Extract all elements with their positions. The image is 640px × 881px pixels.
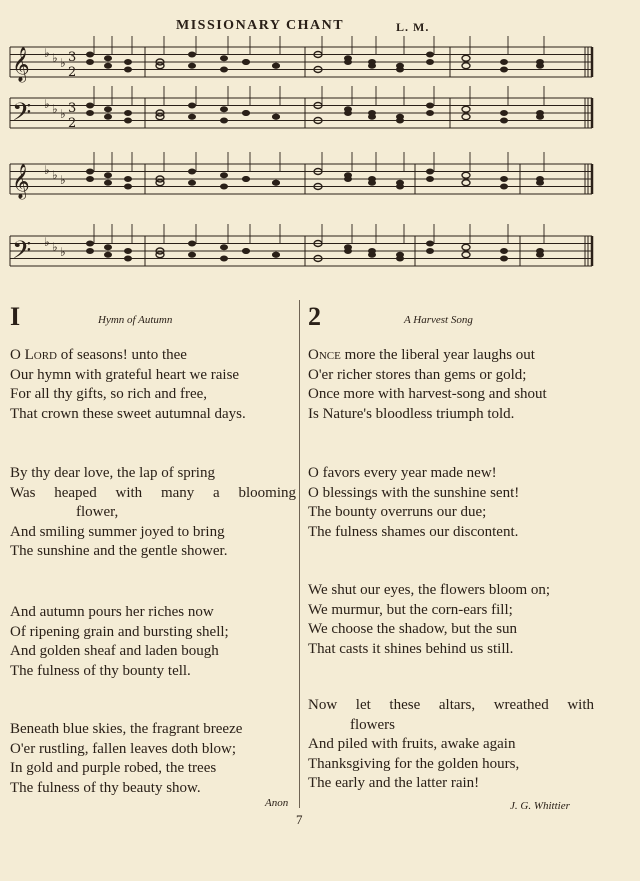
attribution-2: J. G. Whittier: [510, 800, 570, 812]
svg-text:♭: ♭: [52, 240, 58, 254]
stanza: [10, 603, 229, 681]
verse-line: The sunshine and the gentle shower.: [10, 543, 228, 559]
verse-line: O blessings with the sunshine sent!: [308, 484, 520, 501]
meter-label: L. M.: [396, 20, 430, 34]
verse-line: And autumn pours her riches now: [10, 604, 214, 620]
verse-line: O favors every year made new!: [308, 465, 497, 481]
verse-line: And smiling summer joyed to bring: [10, 523, 225, 540]
page-number: 7: [296, 812, 303, 827]
verse-line: Our hymn with grateful heart we raise: [10, 366, 240, 383]
verse-line: Once more the liberal year laughs out: [308, 347, 535, 363]
verse-line: We choose the shadow, but the sun: [308, 621, 518, 637]
column-divider: [299, 300, 300, 808]
hymn-title-1: Hymn of Autumn: [98, 314, 173, 326]
verse-line: Beneath blue skies, the fragrant breeze: [10, 721, 243, 737]
verse-line: O'er richer stores than gems or gold;: [308, 366, 527, 383]
stanza: [10, 720, 242, 798]
hymn-tune-title: MISSIONARY CHANT: [176, 18, 345, 33]
svg-text:♭: ♭: [60, 56, 66, 70]
verse-line: Of ripening grain and bursting shell;: [10, 623, 229, 640]
svg-text:♭: ♭: [44, 97, 50, 111]
verse-line: The early and the latter rain!: [308, 775, 480, 791]
verse-line: O Lord of seasons! unto thee: [10, 347, 187, 363]
verse-line: The fulness shames our discontent.: [308, 523, 519, 540]
svg-text:𝄞: 𝄞: [12, 47, 30, 82]
svg-text:♭: ♭: [60, 245, 66, 259]
hymn-number-1: I: [10, 302, 21, 331]
verse-line: Was heaped with many a blooming: [10, 484, 296, 501]
verse-line: Once more with harvest-song and shout: [308, 386, 547, 402]
verse-line: Thanksgiving for the golden hours,: [308, 755, 520, 772]
stanza: [308, 346, 547, 424]
verse-line: And piled with fruits, awake again: [308, 736, 516, 752]
verse-line: Now let these altars, wreathed with: [308, 697, 594, 713]
verse-line: The fulness of thy beauty show.: [10, 779, 201, 796]
svg-text:𝄢: 𝄢: [12, 98, 32, 133]
stanza: [10, 464, 296, 562]
stanza: [308, 696, 594, 794]
verse-line: That casts it shines behind us still.: [308, 640, 514, 657]
svg-text:3: 3: [68, 101, 77, 116]
verse-line: For all thy gifts, so rich and free,: [10, 386, 208, 402]
verse-line-turnover: flowers: [350, 716, 395, 733]
verse-line: We murmur, but the corn-ears fill;: [308, 601, 513, 618]
svg-text:♭: ♭: [44, 235, 50, 249]
svg-text:♭: ♭: [44, 46, 50, 60]
verse-line: We shut our eyes, the flowers bloom on;: [308, 582, 551, 598]
stanza: [308, 464, 519, 542]
svg-text:2: 2: [68, 116, 77, 131]
svg-text:♭: ♭: [52, 102, 58, 116]
verse-line-turnover: flower,: [76, 504, 119, 520]
verse-line: In gold and purple robed, the trees: [10, 760, 217, 776]
verse-line: That crown these sweet autumnal days.: [10, 405, 246, 422]
verse-line: The fulness of thy bounty tell.: [10, 662, 191, 679]
hymn-number-2: 2: [308, 302, 321, 331]
svg-text:♭: ♭: [60, 173, 66, 187]
verse-line: O'er rustling, fallen leaves doth blow;: [10, 740, 236, 757]
svg-text:♭: ♭: [44, 163, 50, 177]
verse-line: The bounty overruns our due;: [308, 504, 487, 520]
svg-text:♭: ♭: [52, 168, 58, 182]
svg-text:♭: ♭: [52, 51, 58, 65]
svg-text:𝄞: 𝄞: [12, 164, 30, 199]
verse-line: By thy dear love, the lap of spring: [10, 465, 215, 481]
stanza: [308, 581, 550, 659]
verse-line: Is Nature's bloodless triumph told.: [308, 405, 515, 422]
hymn-title-2: A Harvest Song: [404, 314, 473, 326]
verse-line: And golden sheaf and laden bough: [10, 643, 219, 659]
stanza: [10, 346, 246, 424]
svg-text:3: 3: [68, 50, 77, 65]
svg-text:𝄢: 𝄢: [12, 236, 32, 271]
music-score: [0, 36, 640, 284]
svg-text:2: 2: [68, 65, 77, 80]
svg-text:♭: ♭: [60, 107, 66, 121]
attribution-1: Anon: [265, 797, 289, 809]
